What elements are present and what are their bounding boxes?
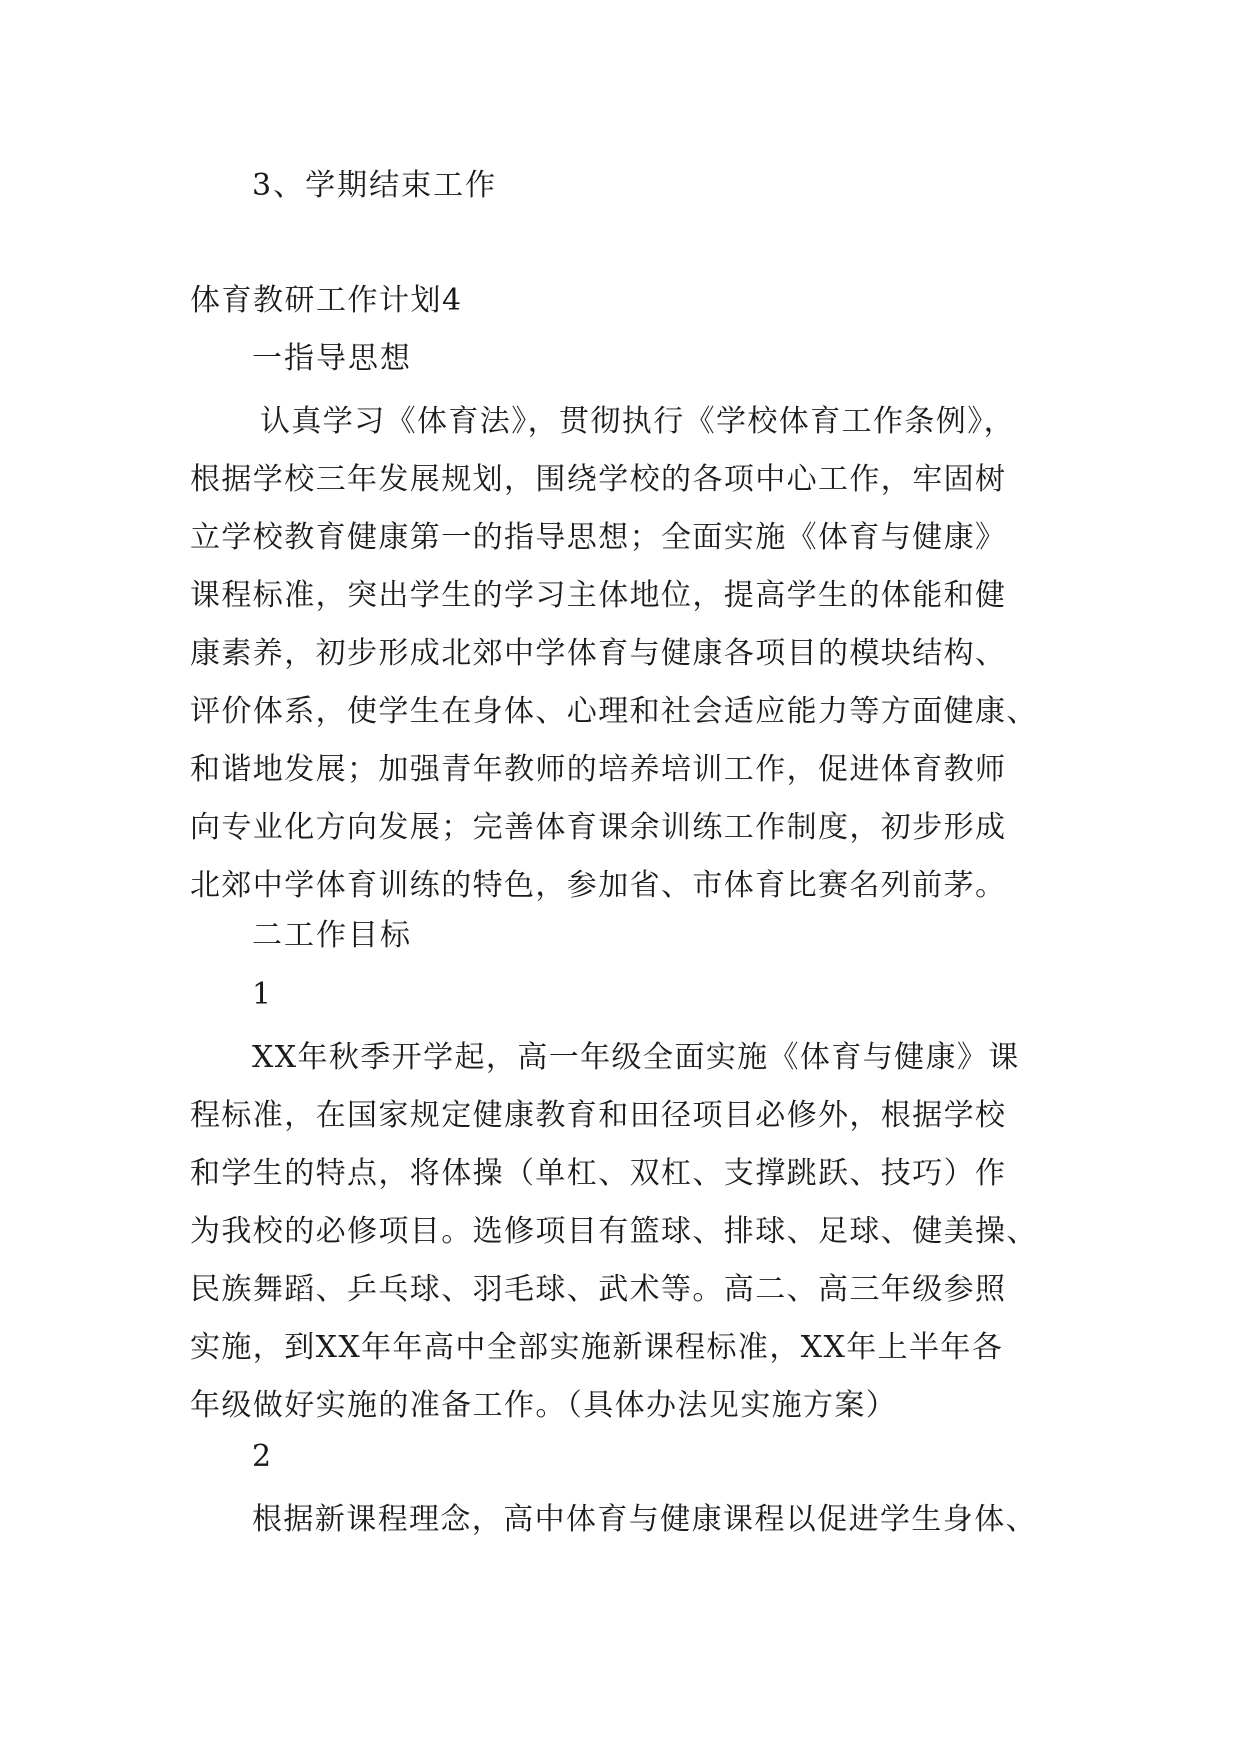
- paragraph-line: 和谐地发展；加强青年教师的培养培训工作，促进体育教师: [190, 752, 1007, 787]
- item-number-2: 2: [252, 1439, 272, 1474]
- paragraph-goal-1: [190, 1029, 1060, 1435]
- item-number-1: 1: [252, 977, 272, 1012]
- heading-work-goals: 二工作目标: [252, 918, 412, 953]
- paragraph-line: 和学生的特点，将体操（单杠、双杠、支撑跳跃、技巧）作: [190, 1156, 1007, 1191]
- paragraph-guiding-ideology: [190, 393, 1060, 915]
- paragraph-goal-2: [190, 1491, 1060, 1549]
- paragraph-line: 民族舞蹈、乒乓球、羽毛球、武术等。高二、高三年级参照: [190, 1272, 1007, 1307]
- heading-guiding-ideology: 一指导思想: [252, 341, 412, 376]
- document-title: 体育教研工作计划4: [190, 283, 463, 318]
- paragraph-line: 根据新课程理念，高中体育与健康课程以促进学生身体、: [252, 1502, 1037, 1537]
- paragraph-line: 课程标准，突出学生的学习主体地位，提高学生的体能和健: [190, 578, 1007, 613]
- paragraph-line: XX年秋季开学起，高一年级全面实施《体育与健康》课: [252, 1040, 1020, 1075]
- paragraph-line: 立学校教育健康第一的指导思想；全面实施《体育与健康》: [190, 520, 1007, 555]
- paragraph-line: 实施，到XX年年高中全部实施新课程标准，XX年上半年各: [190, 1330, 1004, 1365]
- section-heading-3: 3、学期结束工作: [252, 168, 498, 203]
- paragraph-line: 根据学校三年发展规划，围绕学校的各项中心工作，牢固树: [190, 462, 1007, 497]
- paragraph-line: 年级做好实施的准备工作。（具体办法见实施方案）: [190, 1388, 898, 1423]
- paragraph-line: 评价体系，使学生在身体、心理和社会适应能力等方面健康、: [190, 694, 1038, 729]
- paragraph-line: 康素养，初步形成北郊中学体育与健康各项目的模块结构、: [190, 636, 1007, 671]
- paragraph-line: 北郊中学体育训练的特色，参加省、市体育比赛名列前茅。: [190, 868, 1007, 903]
- paragraph-line: 程标准，在国家规定健康教育和田径项目必修外，根据学校: [190, 1098, 1007, 1133]
- paragraph-line: 向专业化方向发展；完善体育课余训练工作制度，初步形成: [190, 810, 1007, 845]
- paragraph-line: 认真学习《体育法》，贯彻执行《学校体育工作条例》，: [260, 404, 1015, 439]
- paragraph-line: 为我校的必修项目。选修项目有篮球、排球、足球、健美操、: [190, 1214, 1038, 1249]
